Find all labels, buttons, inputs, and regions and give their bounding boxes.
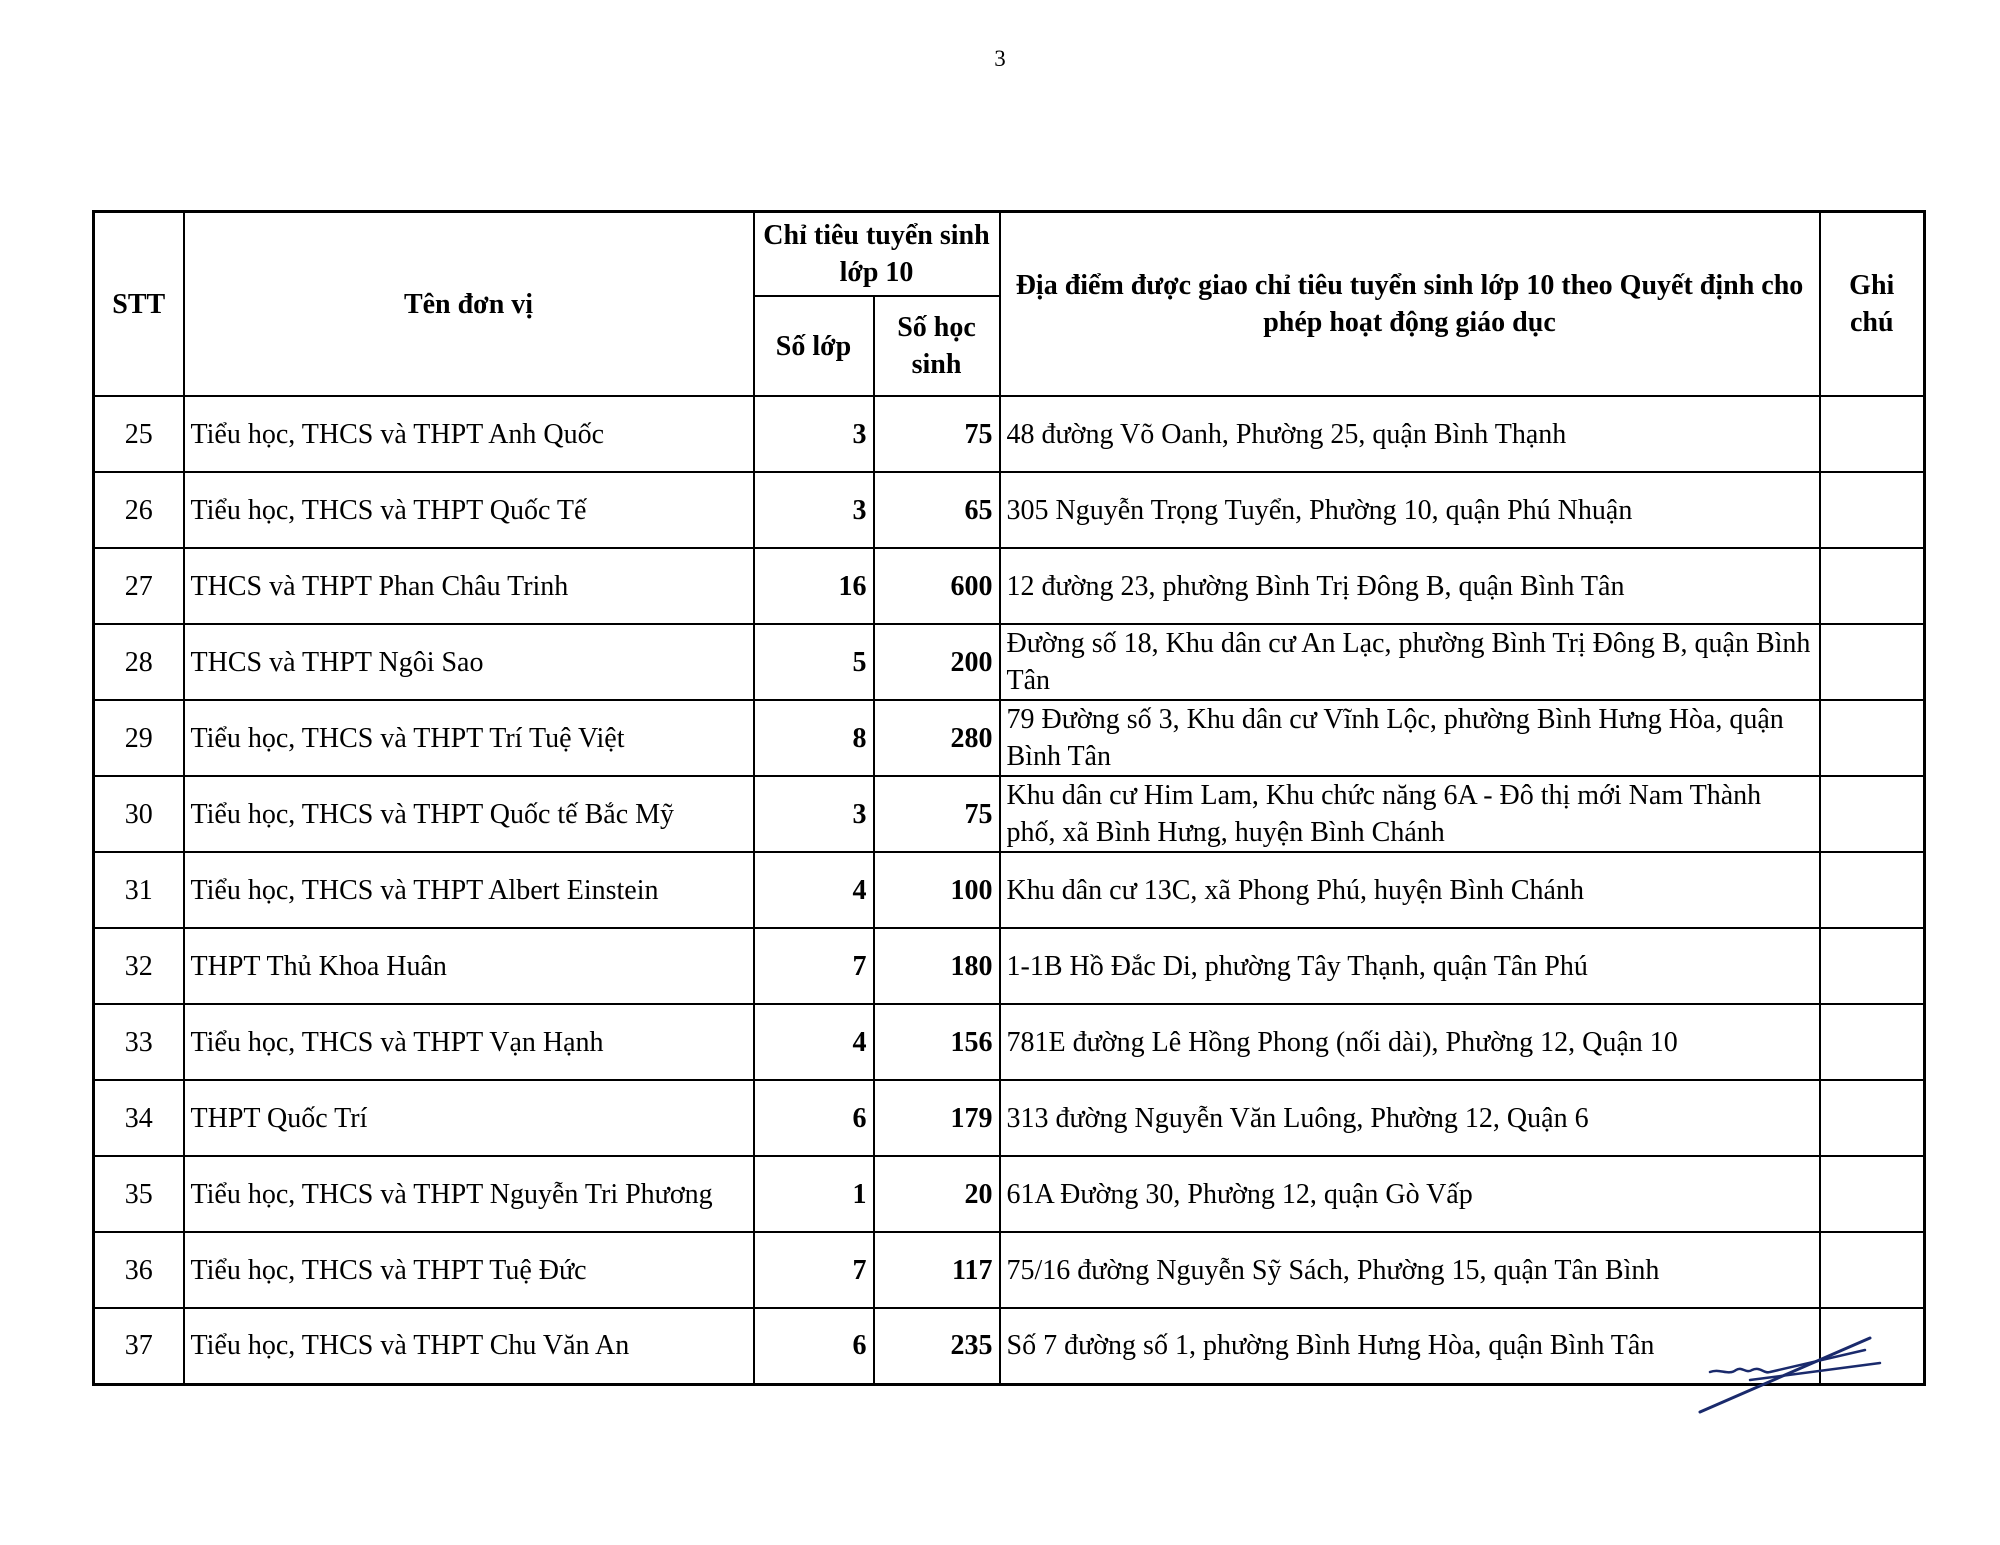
cell-students: 179 — [874, 1080, 1000, 1156]
cell-unit-name: Tiểu học, THCS và THPT Quốc Tế — [184, 472, 754, 548]
table-body — [94, 396, 1925, 1384]
cell-note — [1820, 1232, 1925, 1308]
cell-unit-name: Tiểu học, THCS và THPT Albert Einstein — [184, 852, 754, 928]
cell-stt: 27 — [94, 548, 184, 624]
cell-unit-name: Tiểu học, THCS và THPT Anh Quốc — [184, 396, 754, 472]
cell-stt: 29 — [94, 700, 184, 776]
cell-classes: 3 — [754, 396, 874, 472]
cell-stt: 33 — [94, 1004, 184, 1080]
cell-stt: 28 — [94, 624, 184, 700]
cell-students: 235 — [874, 1308, 1000, 1384]
cell-unit-name: Tiểu học, THCS và THPT Trí Tuệ Việt — [184, 700, 754, 776]
cell-note — [1820, 472, 1925, 548]
cell-note — [1820, 396, 1925, 472]
cell-note — [1820, 1080, 1925, 1156]
table-row — [94, 1308, 1925, 1384]
cell-classes: 3 — [754, 776, 874, 852]
table-row — [94, 1232, 1925, 1308]
cell-address: 781E đường Lê Hồng Phong (nối dài), Phường 12, Quận 10 — [1000, 1004, 1820, 1080]
cell-students: 117 — [874, 1232, 1000, 1308]
cell-stt: 35 — [94, 1156, 184, 1232]
cell-students: 65 — [874, 472, 1000, 548]
cell-unit-name: Tiểu học, THCS và THPT Tuệ Đức — [184, 1232, 754, 1308]
page-number: 3 — [994, 46, 1006, 71]
table-row — [94, 928, 1925, 1004]
cell-note — [1820, 852, 1925, 928]
cell-students: 20 — [874, 1156, 1000, 1232]
table-row — [94, 1156, 1925, 1232]
cell-unit-name: Tiểu học, THCS và THPT Quốc tế Bắc Mỹ — [184, 776, 754, 852]
header-unit-name: Tên đơn vị — [184, 212, 754, 397]
header-students: Số học sinh — [874, 296, 1000, 396]
cell-students: 180 — [874, 928, 1000, 1004]
header-stt: STT — [94, 212, 184, 397]
cell-stt: 37 — [94, 1308, 184, 1384]
cell-students: 100 — [874, 852, 1000, 928]
cell-students: 200 — [874, 624, 1000, 700]
cell-address: 1-1B Hồ Đắc Di, phường Tây Thạnh, quận Tân Phú — [1000, 928, 1820, 1004]
cell-classes: 4 — [754, 852, 874, 928]
cell-students: 75 — [874, 776, 1000, 852]
header-quota-group: Chỉ tiêu tuyển sinh lớp 10 — [754, 212, 1000, 297]
cell-address: Đường số 18, Khu dân cư An Lạc, phường Bình Trị Đông B, quận Bình Tân — [1000, 624, 1820, 700]
cell-classes: 5 — [754, 624, 874, 700]
cell-unit-name: THPT Thủ Khoa Huân — [184, 928, 754, 1004]
cell-classes: 1 — [754, 1156, 874, 1232]
table-row — [94, 852, 1925, 928]
cell-students: 600 — [874, 548, 1000, 624]
cell-note — [1820, 624, 1925, 700]
cell-stt: 32 — [94, 928, 184, 1004]
cell-students: 280 — [874, 700, 1000, 776]
cell-unit-name: THCS và THPT Ngôi Sao — [184, 624, 754, 700]
table-row — [94, 1080, 1925, 1156]
table-row — [94, 776, 1925, 852]
cell-students: 75 — [874, 396, 1000, 472]
cell-unit-name: THPT Quốc Trí — [184, 1080, 754, 1156]
cell-address: Số 7 đường số 1, phường Bình Hưng Hòa, quận Bình Tân — [1000, 1308, 1820, 1384]
cell-stt: 31 — [94, 852, 184, 928]
cell-classes: 16 — [754, 548, 874, 624]
cell-classes: 7 — [754, 1232, 874, 1308]
cell-note — [1820, 928, 1925, 1004]
cell-address: 12 đường 23, phường Bình Trị Đông B, quận Bình Tân — [1000, 548, 1820, 624]
table-row — [94, 396, 1925, 472]
cell-classes: 6 — [754, 1080, 874, 1156]
cell-unit-name: Tiểu học, THCS và THPT Chu Văn An — [184, 1308, 754, 1384]
cell-unit-name: Tiểu học, THCS và THPT Vạn Hạnh — [184, 1004, 754, 1080]
cell-address: 75/16 đường Nguyễn Sỹ Sách, Phường 15, quận Tân Bình — [1000, 1232, 1820, 1308]
header-note: Ghi chú — [1820, 212, 1925, 397]
cell-students: 156 — [874, 1004, 1000, 1080]
cell-classes: 4 — [754, 1004, 874, 1080]
cell-classes: 3 — [754, 472, 874, 548]
header-classes: Số lớp — [754, 296, 874, 396]
cell-note — [1820, 776, 1925, 852]
cell-note — [1820, 700, 1925, 776]
cell-note — [1820, 1004, 1925, 1080]
table-row — [94, 548, 1925, 624]
cell-unit-name: Tiểu học, THCS và THPT Nguyễn Tri Phương — [184, 1156, 754, 1232]
table-row — [94, 472, 1925, 548]
cell-classes: 7 — [754, 928, 874, 1004]
header-location: Địa điểm được giao chỉ tiêu tuyển sinh lớp 10 theo Quyết định cho phép hoạt động giáo dục — [1000, 212, 1820, 397]
cell-address: Khu dân cư 13C, xã Phong Phú, huyện Bình Chánh — [1000, 852, 1820, 928]
cell-address: 305 Nguyễn Trọng Tuyển, Phường 10, quận Phú Nhuận — [1000, 472, 1820, 548]
cell-address: Khu dân cư Him Lam, Khu chức năng 6A - Đô thị mới Nam Thành phố, xã Bình Hưng, huyện Bình Chánh — [1000, 776, 1820, 852]
cell-stt: 30 — [94, 776, 184, 852]
cell-unit-name: THCS và THPT Phan Châu Trinh — [184, 548, 754, 624]
cell-classes: 8 — [754, 700, 874, 776]
cell-address: 79 Đường số 3, Khu dân cư Vĩnh Lộc, phường Bình Hưng Hòa, quận Bình Tân — [1000, 700, 1820, 776]
table-row — [94, 624, 1925, 700]
cell-stt: 34 — [94, 1080, 184, 1156]
cell-stt: 36 — [94, 1232, 184, 1308]
cell-stt: 26 — [94, 472, 184, 548]
cell-stt: 25 — [94, 396, 184, 472]
cell-note — [1820, 548, 1925, 624]
table-row — [94, 700, 1925, 776]
enrollment-quota-table — [92, 210, 1926, 1386]
cell-address: 61A Đường 30, Phường 12, quận Gò Vấp — [1000, 1156, 1820, 1232]
cell-address: 48 đường Võ Oanh, Phường 25, quận Bình Thạnh — [1000, 396, 1820, 472]
handwritten-signature-icon — [1690, 1330, 1900, 1420]
table-row — [94, 1004, 1925, 1080]
cell-note — [1820, 1156, 1925, 1232]
cell-classes: 6 — [754, 1308, 874, 1384]
cell-address: 313 đường Nguyễn Văn Luông, Phường 12, Quận 6 — [1000, 1080, 1820, 1156]
